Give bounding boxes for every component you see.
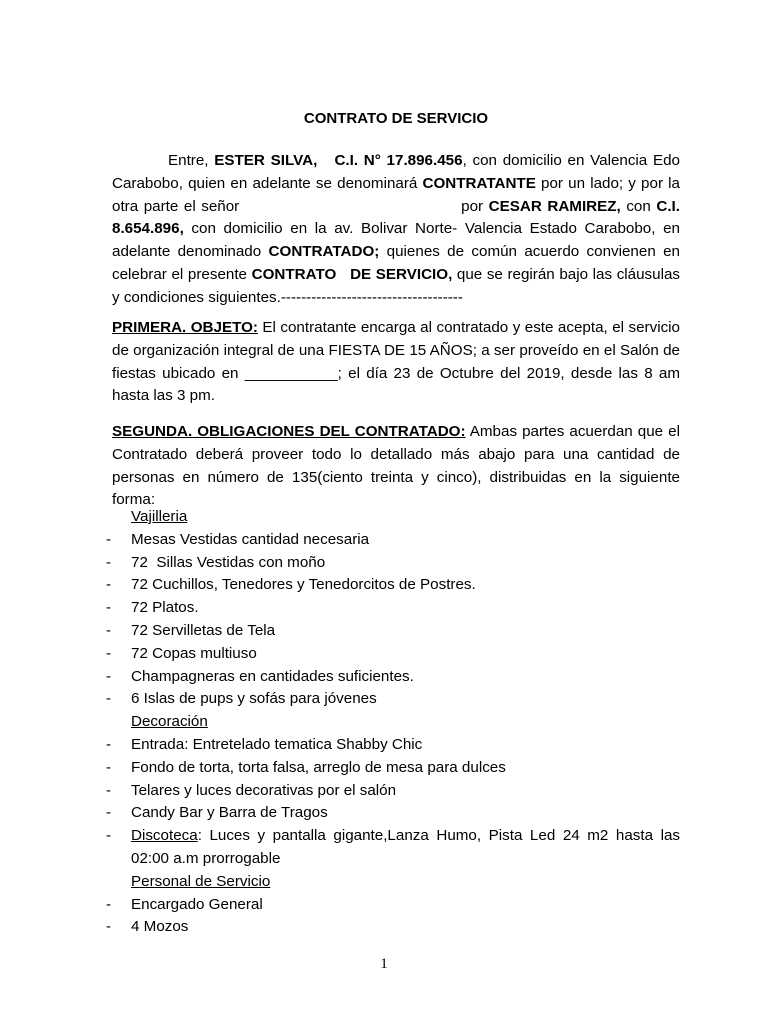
list-item xyxy=(106,597,680,620)
intro-text: con domicilio en la av. Bolivar Norte- Valencia Estado Carabobo, en adelante denominado xyxy=(112,220,680,261)
intro-text: con xyxy=(620,197,657,215)
intro-text: que se regirán bajo las cláusulas y condiciones siguientes.------------------------------------ xyxy=(112,265,681,306)
list-item-text: 6 Islas de pups y sofás para jóvenes xyxy=(131,690,377,708)
intro-text: por un lado; y por la otra parte el señor por xyxy=(112,174,685,215)
contratado-label: CONTRATADO; xyxy=(268,243,380,261)
list-dash: - xyxy=(106,918,112,936)
list-item-text: Telares y luces decorativas por el salón xyxy=(131,781,397,799)
document-title: CONTRATO DE SERVICIO xyxy=(303,110,489,127)
clause-segunda xyxy=(112,421,680,512)
list-item xyxy=(106,552,680,575)
contratante-id: C.I. N° 17.896.456 xyxy=(334,152,463,169)
clause-segunda-text: Ambas partes acuerdan que el Contratado deberá proveer todo lo detallado más abajo para una cantidad de personas en número de 135(ciento treinta y cinco), distribuidas en la siguiente forma: xyxy=(112,423,680,509)
list-item xyxy=(106,643,680,666)
list-item xyxy=(106,802,680,825)
services-list xyxy=(106,506,680,939)
clause-primera xyxy=(112,317,680,408)
list-dash: - xyxy=(106,530,112,548)
list-dash: - xyxy=(106,621,112,639)
clause-primera-heading: PRIMERA. OBJETO: xyxy=(112,319,258,336)
contratante-label: CONTRATANTE xyxy=(422,174,536,192)
list-heading-vajilleria: Vajilleria xyxy=(131,508,188,525)
list-item-text: 4 Mozos xyxy=(131,918,189,936)
intro-text: , con domicilio en Valencia Edo Carabobo, quien en adelante se denominará xyxy=(112,152,680,192)
discoteca-label: Discoteca xyxy=(131,827,198,845)
list-dash: - xyxy=(106,895,112,913)
list-item xyxy=(106,620,680,643)
page-number: 1 xyxy=(380,956,388,972)
list-item-text: 72 Sillas Vestidas con moño xyxy=(131,553,326,571)
list-dash: - xyxy=(106,690,112,708)
list-item xyxy=(106,894,680,917)
intro-space xyxy=(317,152,334,169)
list-dash: - xyxy=(106,576,112,594)
clause-segunda-heading: SEGUNDA. OBLIGACIONES DEL CONTRATADO: xyxy=(112,423,466,440)
list-dash: - xyxy=(106,667,112,685)
list-heading-personal: Personal de Servicio xyxy=(131,872,271,890)
list-item-text: Fondo de torta, torta falsa, arreglo de mesa para dulces xyxy=(131,758,506,776)
list-item xyxy=(106,666,680,689)
contratado-name: CESAR RAMIREZ, xyxy=(488,197,621,215)
list-dash: - xyxy=(106,735,112,753)
list-dash: - xyxy=(106,553,112,571)
list-item-text: Encargado General xyxy=(131,895,263,913)
list-item-text: Entrada: Entretelado tematica Shabby Chic xyxy=(131,735,423,753)
contratante-name: ESTER SILVA, xyxy=(214,152,318,169)
list-dash: - xyxy=(106,804,112,822)
list-item-text: 72 Cuchillos, Tenedores y Tenedorcitos de Postres. xyxy=(131,576,476,594)
contratado-id: C.I. 8.654.896, xyxy=(112,197,680,238)
list-item xyxy=(106,688,680,711)
list-item-text: Mesas Vestidas cantidad necesaria xyxy=(131,530,370,548)
list-dash: - xyxy=(106,599,112,617)
list-item-text: Champagneras en cantidades suficientes. xyxy=(131,667,414,685)
list-item xyxy=(106,757,680,780)
list-item-text: 72 Copas multiuso xyxy=(131,644,257,662)
list-dash: - xyxy=(106,644,112,662)
list-item xyxy=(106,916,680,939)
list-item-text: 72 Platos. xyxy=(131,599,199,617)
list-item xyxy=(106,734,680,757)
list-item xyxy=(106,529,680,552)
list-dash: - xyxy=(106,827,112,845)
contrato-label: CONTRATO DE SERVICIO, xyxy=(251,265,453,283)
list-item-discoteca xyxy=(106,825,680,871)
intro-text: Entre, xyxy=(168,152,215,169)
clause-primera-text: El contratante encarga al contratado y este acepta, el servicio de organización integral de una FIESTA DE 15 AÑOS; a ser proveído en el Salón de fiestas ubicado en ___________; el día 23 de Octubre del 2019, desde las 8 am hasta las 3 pm. xyxy=(112,319,680,405)
intro-text: quienes de común acuerdo convienen en celebrar el presente xyxy=(112,243,680,283)
intro-paragraph xyxy=(112,150,685,310)
list-item xyxy=(106,780,680,803)
list-item-text: Candy Bar y Barra de Tragos xyxy=(131,804,328,822)
list-dash: - xyxy=(106,758,112,776)
list-item xyxy=(106,574,680,597)
list-item-text: : Luces y pantalla gigante,Lanza Humo, Pista Led 24 m2 hasta las 02:00 a.m prorrogable xyxy=(131,827,680,867)
list-item-text: 72 Servilletas de Tela xyxy=(131,621,276,639)
list-dash: - xyxy=(106,781,112,799)
list-heading-decoracion: Decoración xyxy=(131,713,208,731)
